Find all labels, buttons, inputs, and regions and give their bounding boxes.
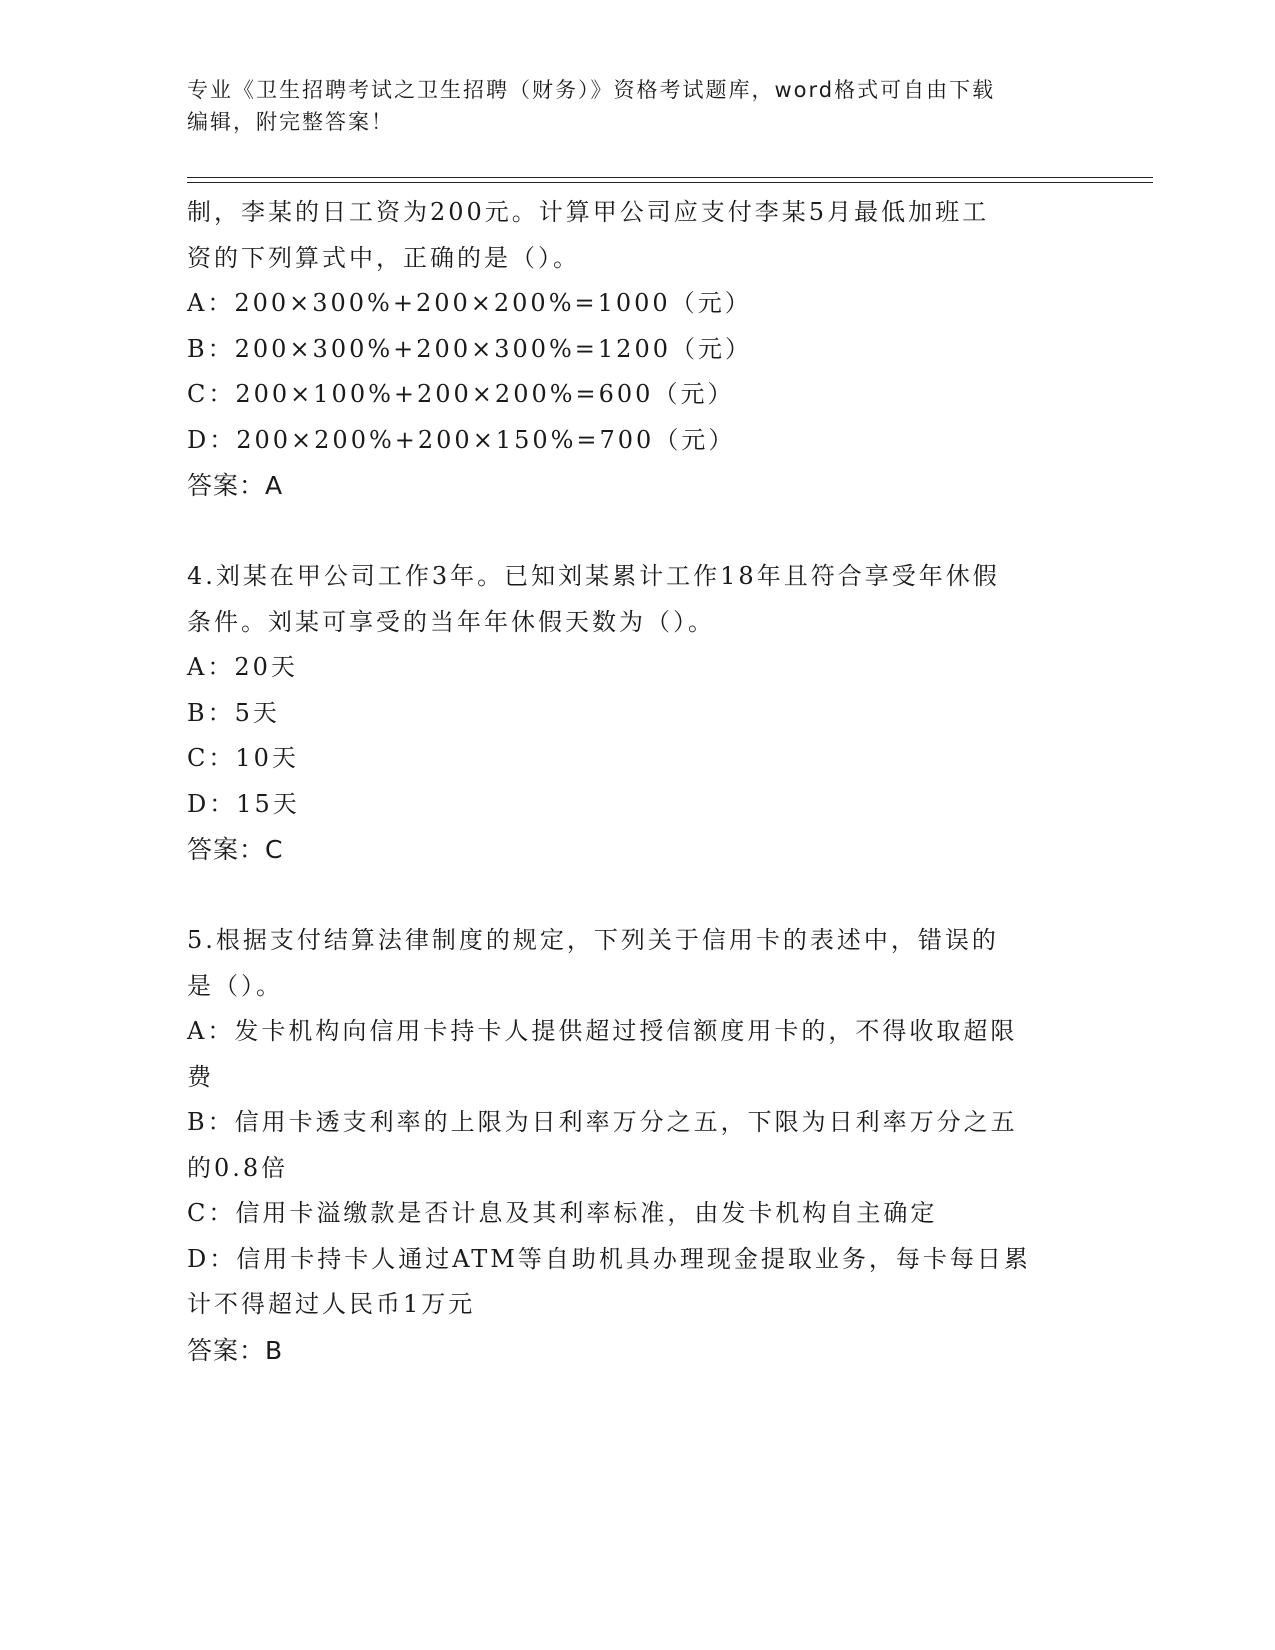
question-spacer: [187, 873, 1087, 919]
option-b-continued: 的0.8倍: [187, 1153, 289, 1182]
option-d-continued: 计不得超过人民币1万元: [187, 1290, 476, 1318]
option-d: D：200×200%+200×150%=700（元）: [187, 425, 736, 454]
header-line-1: 专业《卫生招聘考试之卫生招聘（财务）》资格考试题库，word格式可自由下载: [187, 78, 996, 102]
question-3: [187, 190, 1087, 509]
option-c: C：200×100%+200×200%=600（元）: [187, 380, 735, 408]
option-d: D：15天: [187, 789, 300, 818]
option-c: C：10天: [187, 744, 299, 772]
option-a-continued: 费: [187, 1062, 214, 1091]
option-b: B：200×300%+200×300%=1200（元）: [187, 334, 752, 363]
question-4: [187, 554, 1087, 873]
option-a: A：200×300%+200×200%=1000（元）: [187, 289, 752, 317]
question-stem-line: 制，李某的日工资为200元。计算甲公司应支付李某5月最低加班工: [187, 198, 990, 226]
question-spacer: [187, 509, 1087, 555]
answer-label: 答案：B: [187, 1335, 284, 1365]
option-d: D：信用卡持卡人通过ATM等自助机具办理现金提取业务，每卡每日累: [187, 1244, 1031, 1273]
page-header: [187, 74, 1087, 138]
option-a: A：发卡机构向信用卡持卡人提供超过授信额度用卡的，不得收取超限: [187, 1017, 1018, 1045]
question-stem-line: 4.刘某在甲公司工作3年。已知刘某累计工作18年且符合享受年休假: [187, 562, 1000, 590]
header-divider-bottom: [187, 182, 1153, 183]
question-list: [187, 190, 1087, 1373]
header-divider-top: [187, 177, 1153, 178]
answer-label: 答案：A: [187, 471, 284, 500]
question-stem-line: 5.根据支付结算法律制度的规定，下列关于信用卡的表述中，错误的: [187, 926, 999, 954]
question-stem-line: 资的下列算式中，正确的是（）。: [187, 243, 580, 272]
option-c: C：信用卡溢缴款是否计息及其利率标准，由发卡机构自主确定: [187, 1199, 938, 1227]
header-line-2: 编辑，附完整答案！: [187, 110, 394, 134]
option-b: B：信用卡透支利率的上限为日利率万分之五，下限为日利率万分之五: [187, 1108, 1018, 1136]
question-5: [187, 918, 1087, 1373]
question-stem-line: 条件。刘某可享受的当年年休假天数为（）。: [187, 607, 715, 636]
answer-label: 答案：C: [187, 835, 284, 864]
option-b: B：5天: [187, 698, 280, 727]
question-stem-line: 是（）。: [187, 971, 283, 1000]
option-a: A：20天: [187, 653, 298, 681]
